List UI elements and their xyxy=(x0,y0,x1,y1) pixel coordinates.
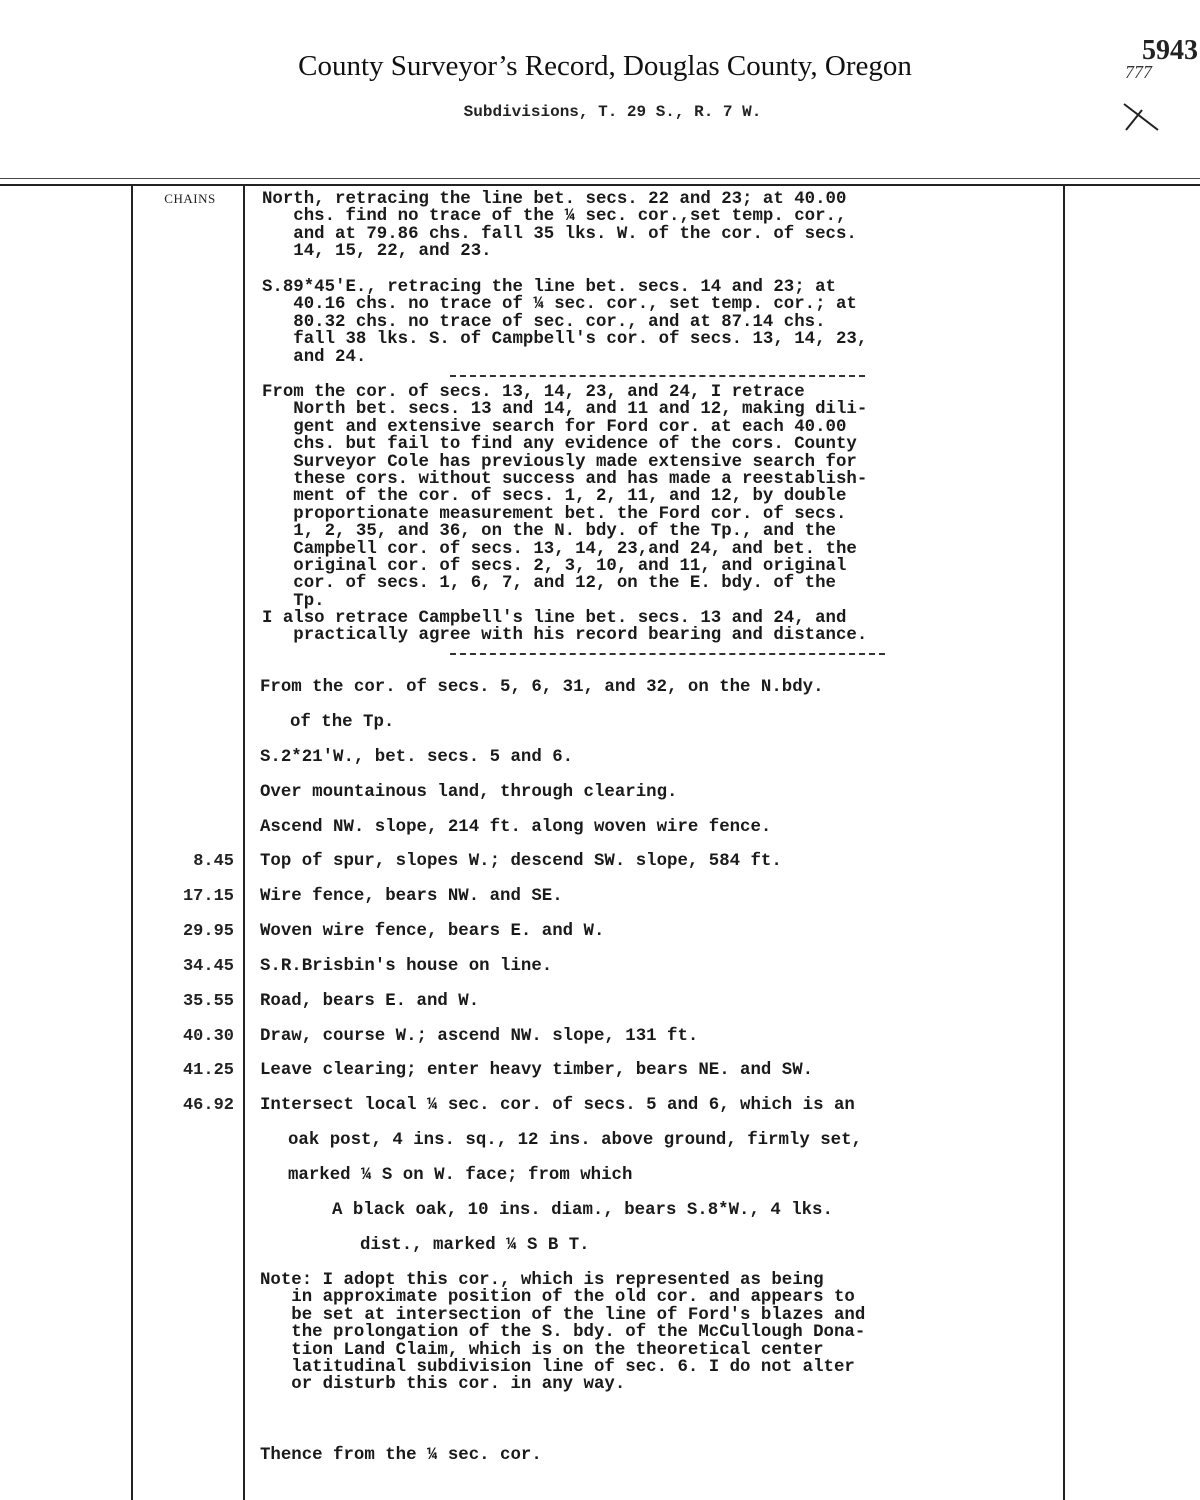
field-note-line: Woven wire fence, bears E. and W. xyxy=(260,922,605,941)
field-note-line: Top of spur, slopes W.; descend SW. slope, 584 ft. xyxy=(260,852,782,871)
chain-distance: 40.30 xyxy=(182,1027,234,1046)
right-margin-line xyxy=(1063,185,1065,1500)
field-note-line: Ascend NW. slope, 214 ft. along woven wire fence. xyxy=(260,818,772,837)
field-note-line: S.2*21'W., bet. secs. 5 and 6. xyxy=(260,748,574,767)
top-rule-thin xyxy=(0,178,1200,179)
field-note-line: Intersect local ¼ sec. cor. of secs. 5 and 6, which is an xyxy=(260,1096,855,1115)
field-note-line: dist., marked ¼ S B T. xyxy=(360,1236,590,1255)
page-number: 5943 xyxy=(1142,35,1198,66)
field-note-line: oak post, 4 ins. sq., 12 ins. above ground, firmly set, xyxy=(288,1131,862,1150)
chain-distance: 34.45 xyxy=(182,957,234,976)
chain-distance: 29.95 xyxy=(182,922,234,941)
field-note-line: Wire fence, bears NW. and SE. xyxy=(260,887,563,906)
field-note-line: of the Tp. xyxy=(290,713,395,732)
chain-distance: 35.55 xyxy=(182,992,234,1011)
top-rule xyxy=(0,184,1200,186)
separator-dashes xyxy=(450,375,865,377)
paragraph-retrace-north: North, retracing the line bet. secs. 22 and 23; at 40.00 chs. find no trace of the ¼ sec. cor.,set temp. cor., and at 79.86 chs. fall 35 lks. W. of the cor. of secs. 14, 15, 22, and 23. xyxy=(262,190,857,262)
chain-distance: 46.92 xyxy=(182,1096,234,1115)
x-mark-icon xyxy=(1120,100,1162,134)
paragraph-note: Note: I adopt this cor., which is represented as being in approximate position of the old cor. and appears to be set at intersection of the line of Ford's blazes and the prolongation of the S. bdy. of the McCullough Dona- tion Land Claim, which is on the theoretical center latitudinal subdivision line of sec. 6. I do not alter or disturb this cor. in any way. xyxy=(260,1271,866,1395)
chains-column-divider xyxy=(243,185,245,1500)
field-note-line: From the cor. of secs. 5, 6, 31, and 32, on the N.bdy. xyxy=(260,678,824,697)
field-note-line: marked ¼ S on W. face; from which xyxy=(288,1166,633,1185)
chain-distance: 8.45 xyxy=(193,852,234,871)
chain-distance: 17.15 xyxy=(182,887,234,906)
field-note-line: S.R.Brisbin's house on line. xyxy=(260,957,553,976)
field-note-line: A black oak, 10 ins. diam., bears S.8*W., 4 lks. xyxy=(332,1201,833,1220)
chains-column-header: CHAINS xyxy=(164,191,216,206)
field-note-line: Road, bears E. and W. xyxy=(260,992,480,1011)
separator-dashes xyxy=(450,653,885,655)
page-subtitle: Subdivisions, T. 29 S., R. 7 W. xyxy=(463,103,762,121)
paragraph-campbell-line: I also retrace Campbell's line bet. secs. 13 and 24, and practically agree with his record bearing and distance. xyxy=(262,609,868,646)
page-title: County Surveyor’s Record, Douglas County, Oregon xyxy=(298,50,912,82)
paragraph-retrace-ford-search: From the cor. of secs. 13, 14, 23, and 24, I retrace North bet. secs. 13 and 14, and 11 and 12, making dili- gent and extensive search for Ford cor. at each 40.00 chs. but fail to find any evidence of the cors. County Surveyor Cole has previously made extensive search for these cors. without success and has made a reestablish- ment of the cor. of secs. 1, 2, 11, and 12, by double proportionate measurement bet. the Ford cor. of secs. 1, 2, 35, and 36, on the N. bdy. of the Tp., and the Campbell cor. of secs. 13, 14, 23,and 24, and bet. the original cor. of secs. 2, 3, 10, and 11, and original cor. of secs. 1, 6, 7, and 12, on the E. bdy. of the Tp. xyxy=(262,383,868,611)
paragraph-retrace-east: S.89*45'E., retracing the line bet. secs. 14 and 23; at 40.16 chs. no trace of ¼ sec. cor., set temp. cor.; at 80.32 chs. no trace of sec. cor., and at 87.14 chs. fall 38 lks. S. of Campbell's cor. of secs. 13, 14, 23, and 24. xyxy=(262,278,868,367)
field-note-line: Leave clearing; enter heavy timber, bears NE. and SW. xyxy=(260,1061,814,1080)
field-note-line: Thence from the ¼ sec. cor. xyxy=(260,1446,542,1465)
field-note-line: Over mountainous land, through clearing. xyxy=(260,783,678,802)
chain-distance: 41.25 xyxy=(182,1061,234,1080)
field-note-line: Draw, course W.; ascend NW. slope, 131 ft. xyxy=(260,1027,699,1046)
left-margin-line xyxy=(131,185,133,1500)
page-annotation: 777 xyxy=(1125,62,1152,82)
